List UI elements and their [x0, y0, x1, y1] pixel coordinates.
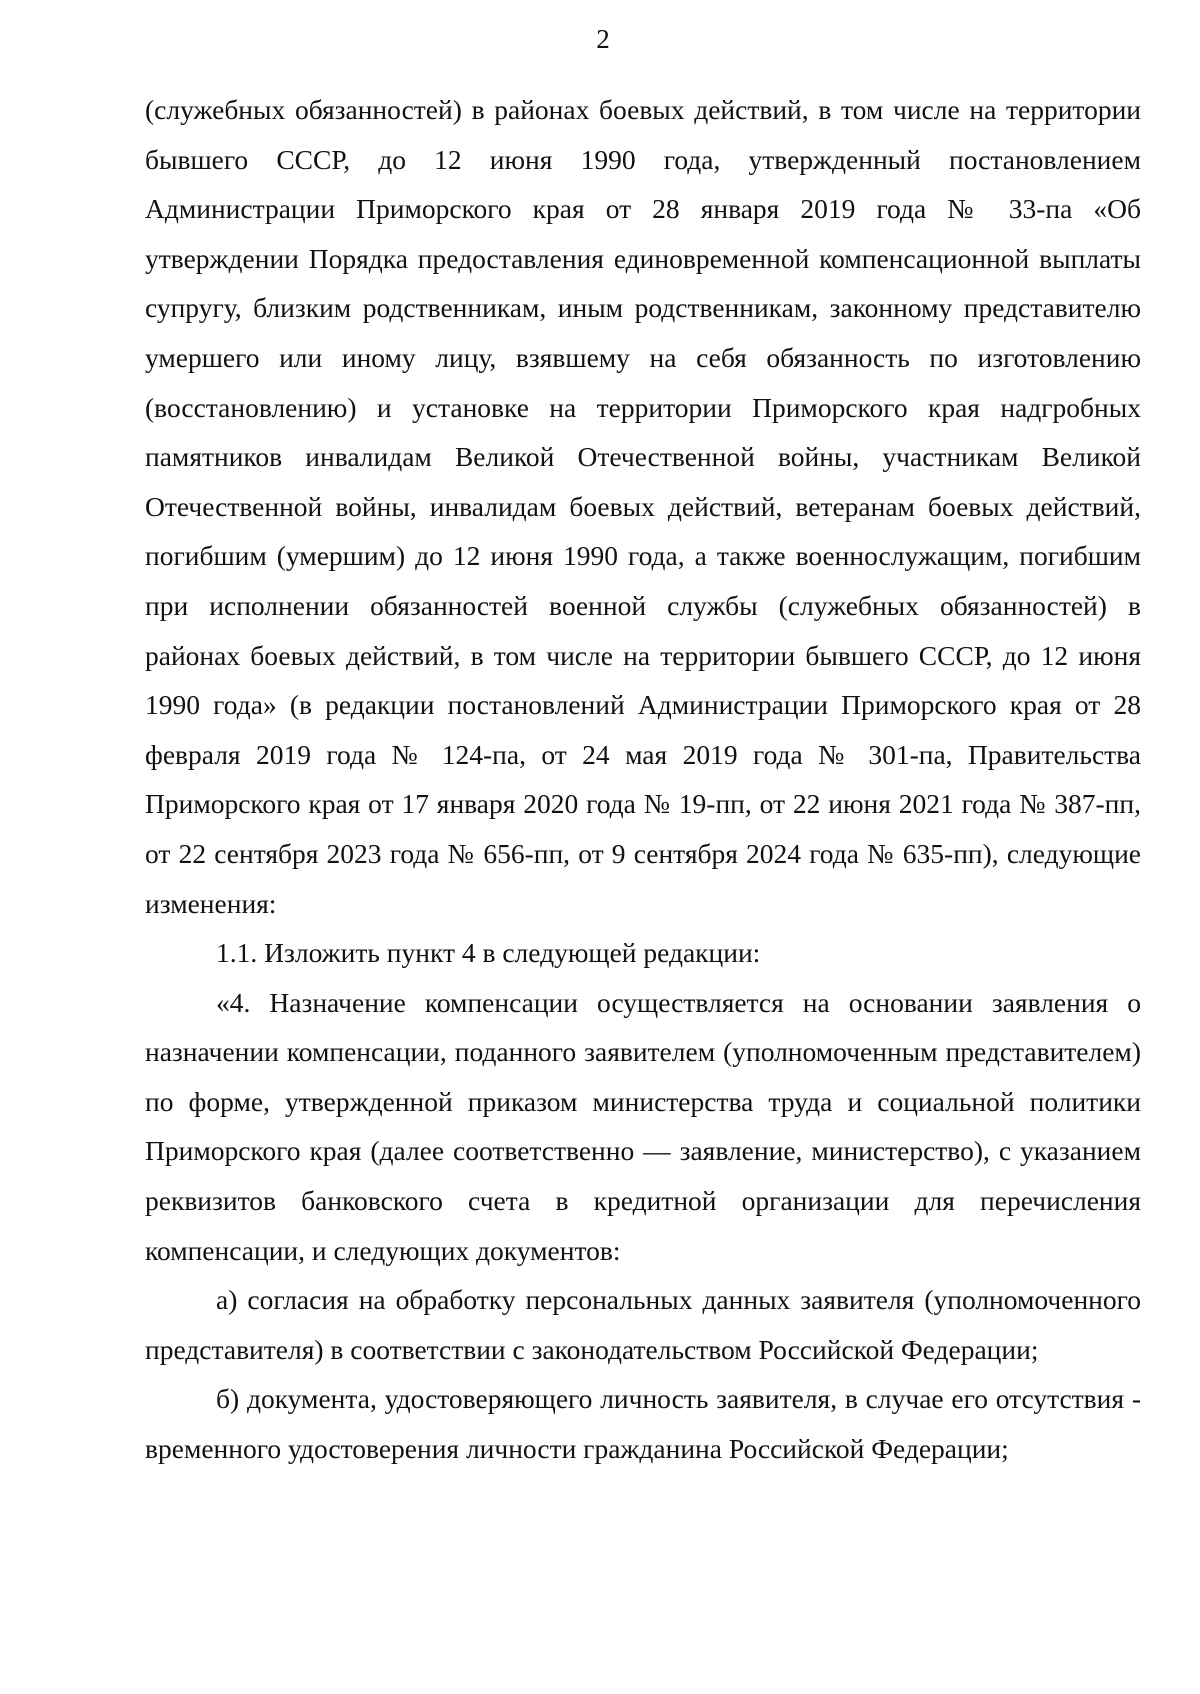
page-number: 2 [596, 24, 610, 54]
paragraph-subitem-a: а) согласия на обработку персональных данных заявителя (уполномоченного представителя) в соответствии с законодательством Российской Федерации; [145, 1284, 1141, 1365]
paragraph-item-1-1: 1.1. Изложить пункт 4 в следующей редакции: [216, 937, 761, 969]
paragraph-amendment-reference: (служебных обязанностей) в районах боевых действий, в том числе на территории бывшего СССР, до 12 июня 1990 года, утвержденный постановлением Администрации Приморского края от 28 января 2019 года № 33-па «Об утверждении Порядка предоставления единовременной компенсационной выплаты супругу, близким родственникам, иным родственникам, законному представителю умершего или иному лицу, взявшему на себя обязанность по изготовлению (восстановлению) и установке на территории Приморского края надгробных памятников инвалидам Великой Отечественной войны, участникам Великой Отечественной войны, инвалидам боевых действий, ветеранам боевых действий, погибшим (умершим) до 12 июня 1990 года, а также военнослужащим, погибшим при исполнении обязанностей военной службы (служебных обязанностей) в районах боевых действий, в том числе на территории бывшего СССР, до 12 июня 1990 года» (в редакции постановлений Администрации Приморского края от 28 февраля 2019 года № 124-па, от 24 мая 2019 года № 301-па, Правительства Приморского края от 17 января 2020 года № 19-пп, от 22 июня 2021 года № 387-пп, от 22 сентября 2023 года № 656-пп, от 9 сентября 2024 года № 635-пп), следующие изменения: [145, 94, 1141, 919]
paragraph-subitem-b: б) документа, удостоверяющего личность заявителя, в случае его отсутствия - временного удостоверения личности гражданина Российской Федерации; [145, 1383, 1141, 1465]
paragraph-clause-4: «4. Назначение компенсации осуществляется на основании заявления о назначении компенсации, поданного заявителем (уполномоченным представителем) по форме, утвержденной приказом министерства труда и социальной политики Приморского края (далее соответственно — заявление, министерство), с указанием реквизитов банковского счета в кредитной организации для перечисления компенсации, и следующих документов: [145, 986, 1141, 1266]
document-body [145, 85, 1141, 1474]
